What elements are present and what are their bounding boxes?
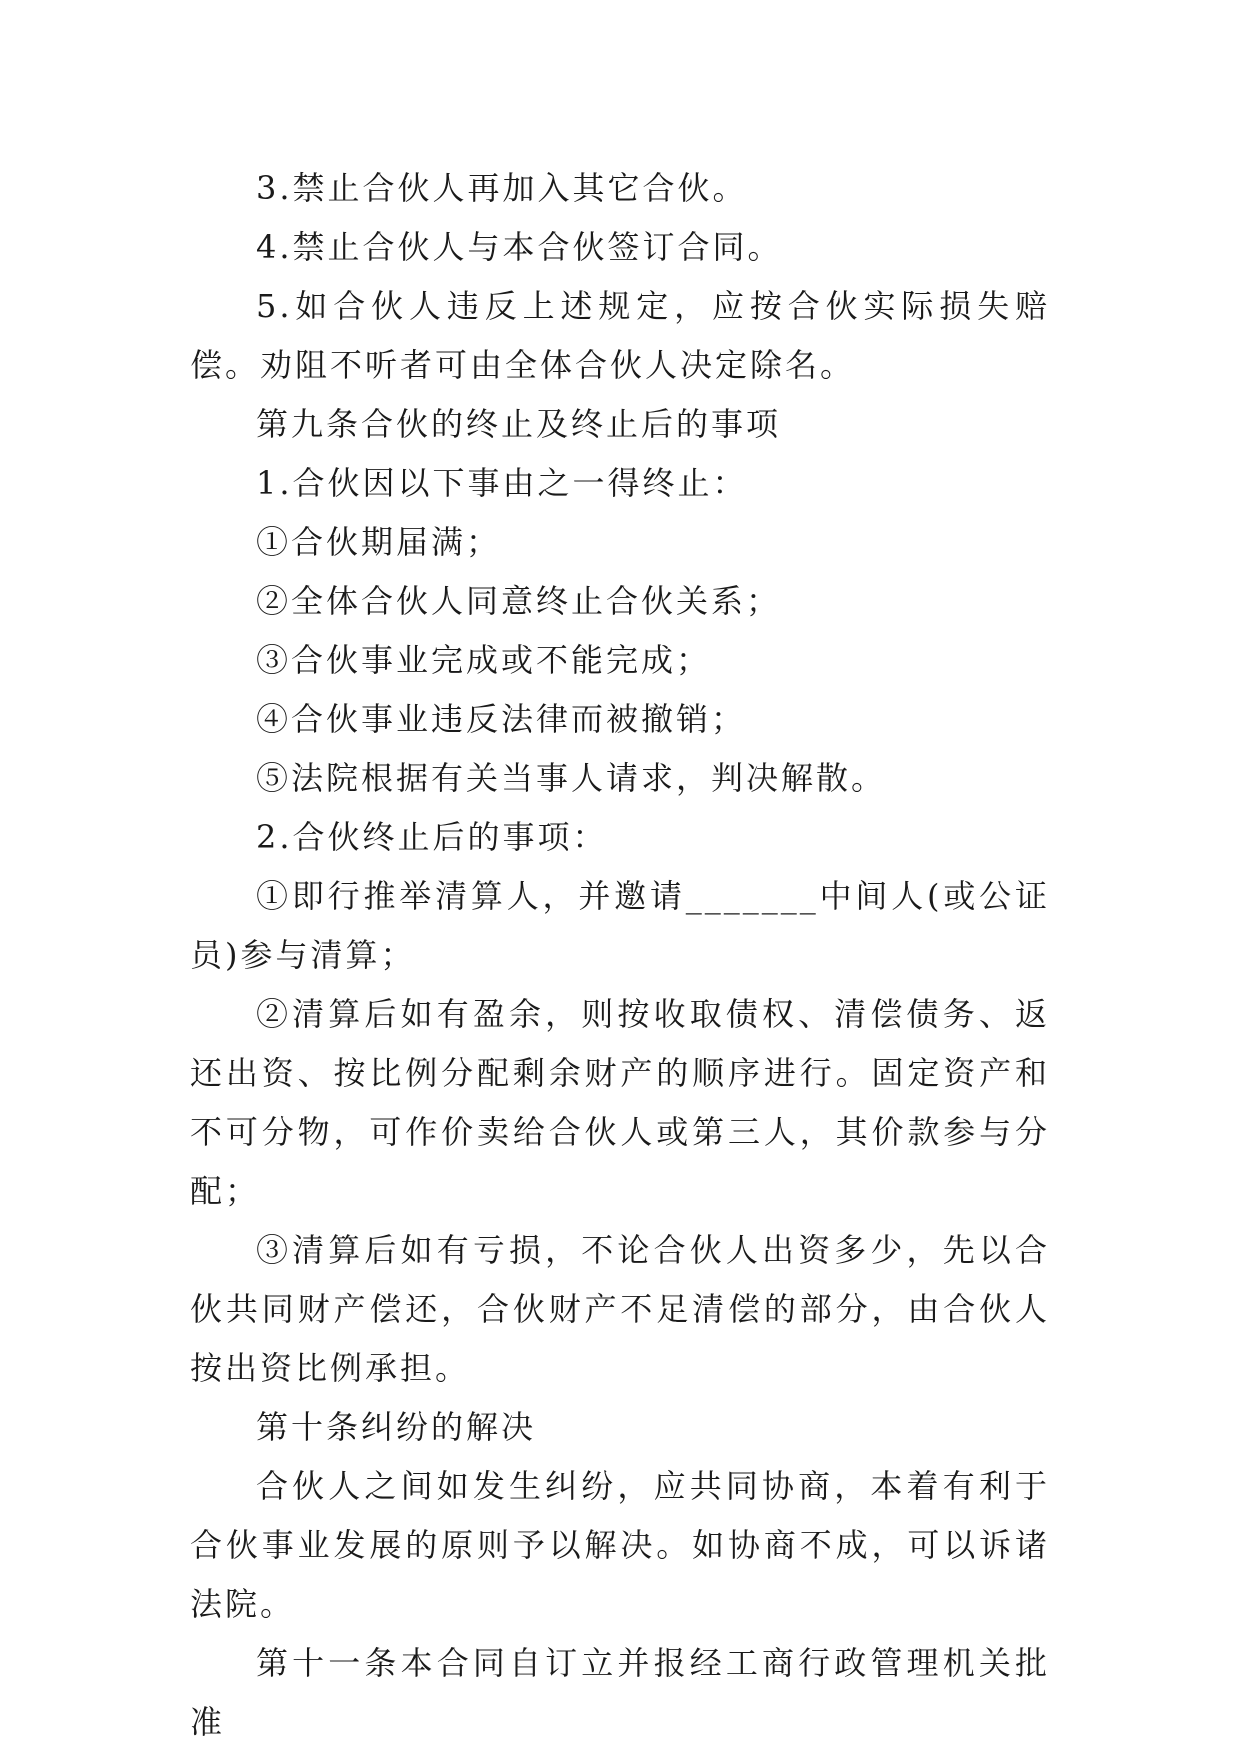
termination-reason-2: ②全体合伙人同意终止合伙关系； — [256, 582, 782, 620]
contract-text-body — [190, 159, 1050, 1752]
termination-reason-3: ③合伙事业完成或不能完成； — [256, 641, 712, 679]
clause-4-no-self-contract: 4.禁止合伙人与本合伙签订合同。 — [256, 228, 783, 266]
clause-3-no-other-partnership: 3.禁止合伙人再加入其它合伙。 — [256, 169, 748, 207]
post-termination-step-2: ②清算后如有盈余，则按收取债权、清偿债务、返还出资、按比例分配剩余财产的顺序进行。固定资产和不可分物，可作价卖给合伙人或第三人，其价款参与分配； — [190, 995, 1050, 1210]
post-termination-step-3: ③清算后如有亏损，不论合伙人出资多少，先以合伙共同财产偿还，合伙财产不足清偿的部分，由合伙人按出资比例承担。 — [190, 1231, 1050, 1387]
article-9-item-1: 1.合伙因以下事由之一得终止： — [256, 464, 748, 502]
clause-5-violation-compensation: 5.如合伙人违反上述规定，应按合伙实际损失赔偿。劝阻不听者可由全体合伙人决定除名。 — [190, 287, 1050, 384]
article-10-body: 合伙人之间如发生纠纷，应共同协商，本着有利于合伙事业发展的原则予以解决。如协商不成，可以诉诸法院。 — [190, 1467, 1050, 1623]
article-9-item-2: 2.合伙终止后的事项： — [256, 818, 608, 856]
article-10-heading: 第十条纠纷的解决 — [256, 1408, 537, 1446]
termination-reason-5: ⑤法院根据有关当事人请求，判决解散。 — [256, 759, 887, 797]
termination-reason-4: ④合伙事业违反法律而被撤销； — [256, 700, 747, 738]
termination-reason-1: ①合伙期届满； — [256, 523, 502, 561]
article-9-heading: 第九条合伙的终止及终止后的事项 — [256, 405, 782, 443]
article-11-start: 第十一条本合同自订立并报经工商行政管理机关批准 — [190, 1644, 1050, 1741]
post-termination-step-1: ①即行推举清算人，并邀请_______中间人(或公证员)参与清算； — [190, 877, 1050, 974]
